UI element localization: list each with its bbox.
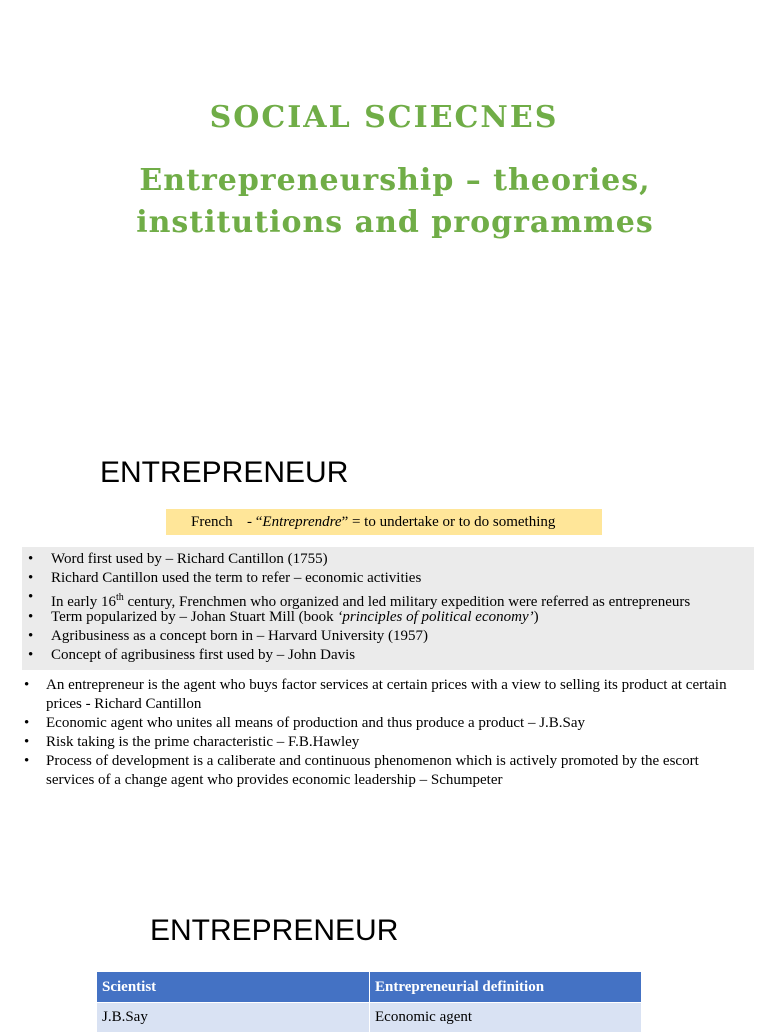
fact-text: Term popularized by – Johan Stuart Mill (book	[51, 608, 338, 625]
french-word: Entreprendre	[262, 514, 342, 530]
bullet: •	[28, 589, 34, 606]
table-row	[97, 1003, 642, 1033]
facts-list	[28, 550, 752, 665]
table-header-row	[97, 972, 642, 1003]
fact-text: Agribusiness as a concept born in – Harvard University (1957)	[51, 627, 428, 644]
title-slide	[0, 0, 768, 384]
fact-text-after: century, Frenchmen who organized and led military expedition were referred as entrepreneurs	[123, 594, 691, 611]
bullet: •	[28, 551, 34, 567]
bullet: •	[24, 677, 30, 693]
column-header-scientist: Scientist	[97, 972, 370, 1003]
slide-subtitle	[0, 160, 768, 244]
list-item	[28, 550, 752, 569]
list-item	[24, 676, 744, 714]
fact-text: Word first used by – Richard Cantillon (1755)	[51, 551, 328, 567]
subtitle-line-1: Entrepreneurship – theories,	[139, 163, 651, 198]
bullet: •	[28, 570, 34, 587]
definition-text: Economic agent who unites all means of production and thus produce a product – J.B.Say	[46, 715, 586, 731]
bullet: •	[24, 715, 30, 731]
fact-superscript: th	[115, 592, 124, 604]
table-cell: Economic agent	[370, 1003, 642, 1033]
french-label: French	[191, 514, 233, 530]
bullet: •	[28, 608, 34, 625]
bullet: •	[24, 753, 30, 769]
slide-title: SOCIAL SCIECNES	[209, 100, 559, 135]
french-suffix: ” = to undertake or to do something	[341, 514, 556, 530]
entrepreneur-table-slide	[0, 880, 768, 1024]
french-definition	[247, 509, 555, 535]
slide-heading: ENTREPRENEUR	[150, 914, 399, 947]
bullet: •	[24, 734, 30, 750]
table-cell: J.B.Say	[97, 1003, 370, 1033]
french-origin-box	[166, 509, 602, 535]
list-item	[28, 627, 752, 646]
fact-text-after: )	[533, 608, 539, 625]
list-item	[28, 608, 752, 627]
column-header-definition: Entrepreneurial definition	[370, 972, 642, 1003]
entrepreneur-slide	[0, 430, 768, 830]
list-item	[24, 752, 744, 790]
list-item	[24, 733, 744, 752]
definitions-list	[24, 676, 744, 790]
bullet: •	[28, 646, 34, 663]
list-item	[28, 646, 752, 665]
bullet: •	[28, 627, 34, 644]
list-item	[28, 588, 752, 611]
definition-text: Process of development is a caliberate and continuous phenomenon which is actively promoted by the escort services of a change agent who provides economic leadership – Schumpeter	[46, 753, 699, 788]
definition-text: An entrepreneur is the agent who buys factor services at certain prices with a view to selling its product at certain prices - Richard Cantillon	[46, 677, 727, 712]
fact-text: Concept of agribusiness first used by – John Davis	[51, 646, 356, 663]
fact-text: Richard Cantillon used the term to refer – economic activities	[51, 570, 422, 587]
french-prefix: - “	[247, 514, 263, 530]
fact-book-title: ‘principles of political economy’	[337, 608, 534, 625]
slide-heading: ENTREPRENEUR	[100, 456, 349, 489]
list-item	[24, 714, 744, 733]
subtitle-line-2: institutions and programmes	[136, 205, 654, 240]
definition-text: Risk taking is the prime characteristic – F.B.Hawley	[46, 734, 360, 750]
list-item	[28, 569, 752, 588]
fact-text: In early 16	[51, 594, 116, 611]
facts-box	[22, 547, 754, 670]
